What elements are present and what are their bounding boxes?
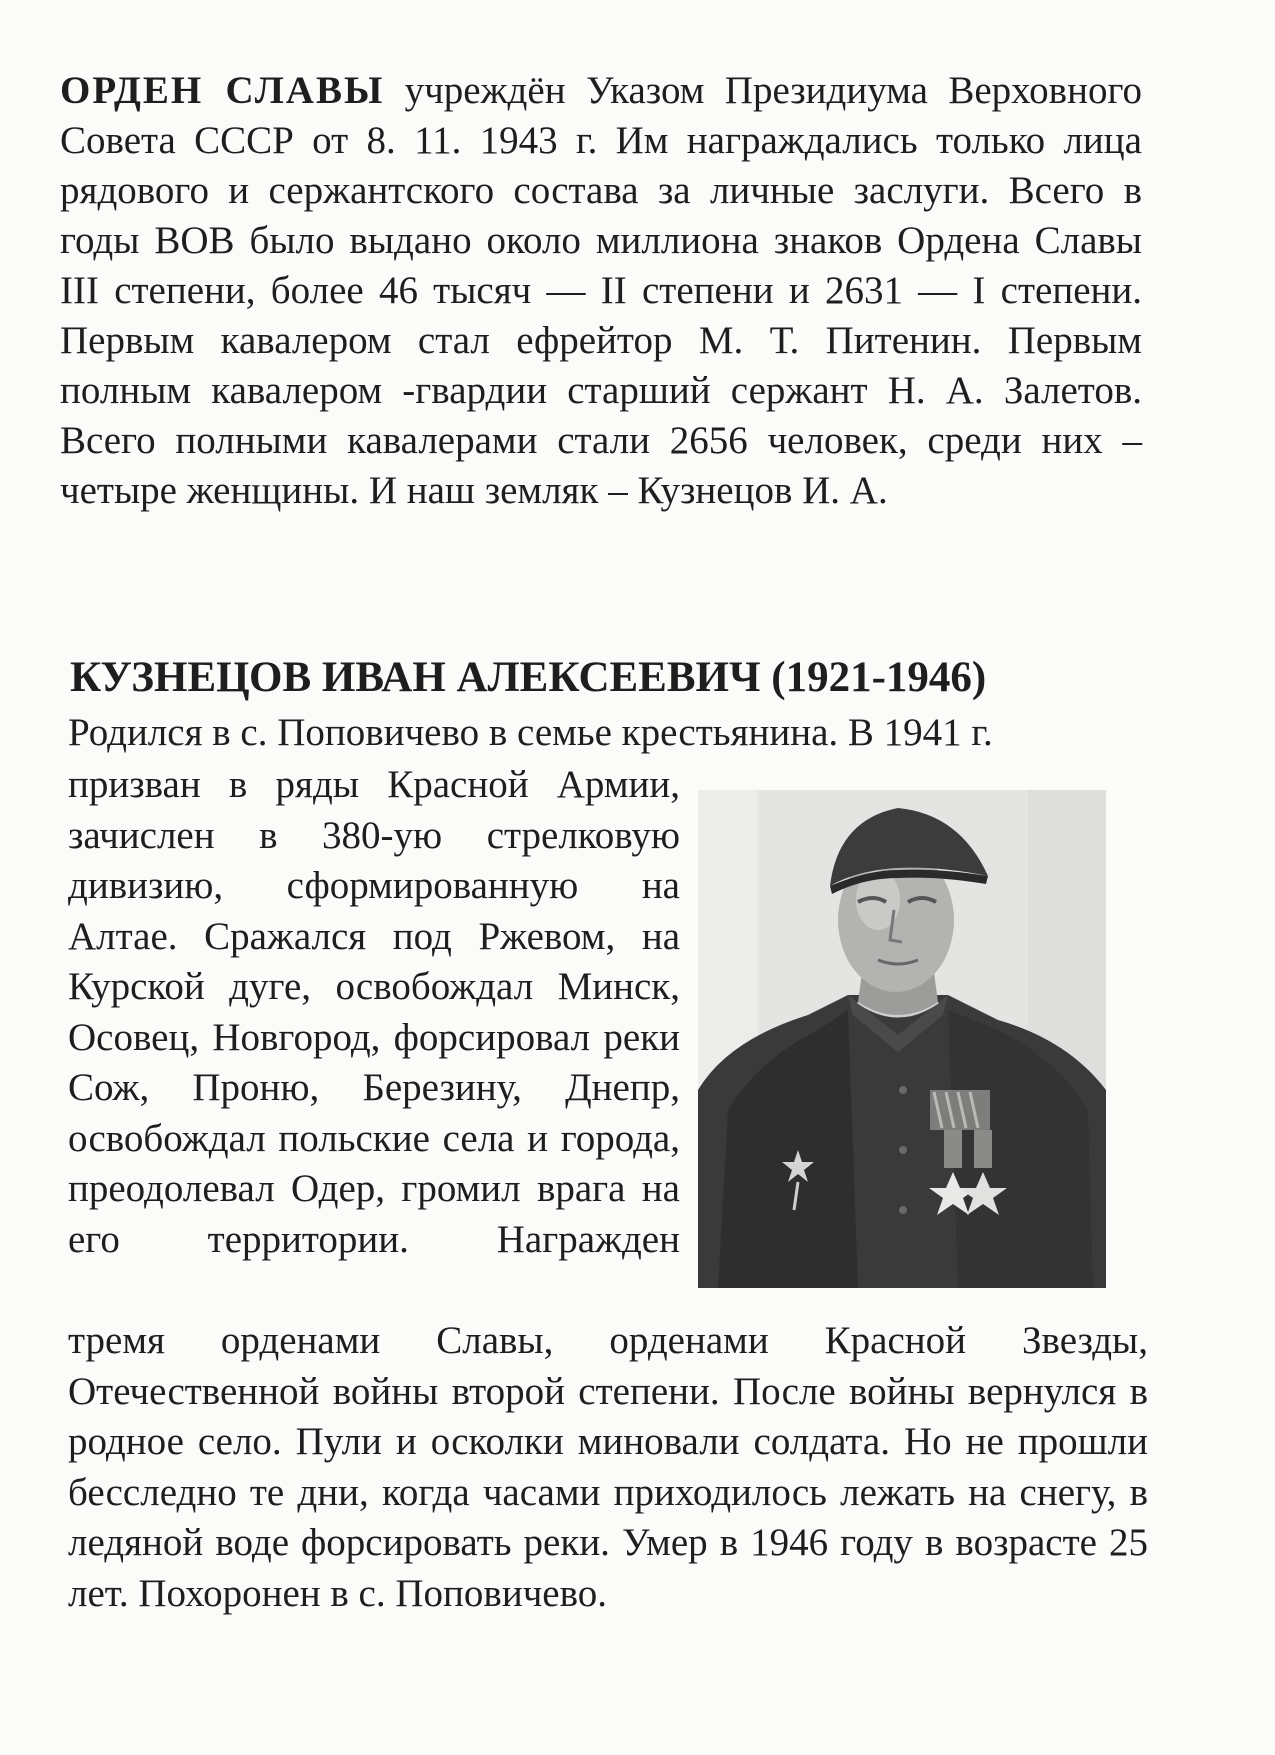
order-title: ОРДЕН СЛАВЫ [60, 69, 385, 112]
order-paragraph [60, 66, 1142, 516]
biography-first-line: Родился в с. Поповичево в семье крестьянина. В 1941 г. [68, 711, 993, 754]
biography-heading: КУЗНЕЦОВ ИВАН АЛЕКСЕЕВИЧ (1921-1946) [70, 654, 987, 701]
soldier-portrait-photo [698, 790, 1106, 1288]
biography-text-after-photo: тремя орденами Славы, орденами Красной Звезды, Отечественной войны второй степени. После войны вернулся в родное село. Пули и осколки миновали солдата. Но не прошли бесследно те дни, когда часами приходилось лежать на снегу, в ледяной воде форсировать реки. Умер в 1946 году в возрасте 25 лет. Похоронен в с. Поповичево. [68, 1319, 1148, 1615]
biography-text-beside-photo: призван в ряды Красной Армии, зачислен в 380-ую стрелковую дивизию, сформированную на Алтае. Сражался под Ржевом, на Курской дуге, освобождал Минск, Осовец, Новгород, форсировал реки Сож, Проню, Березину, Днепр, освобождал польские села и города, преодолевал Одер, громил врага на его территории. Награжден [68, 763, 680, 1261]
order-text: учреждён Указом Президиума Верховного Совета СССР от 8. 11. 1943 г. Им награждались только лица рядового и сержантского состава за личные заслуги. Всего в годы ВОВ было выдано около миллиона знаков Ордена Славы III степени, более 46 тысяч — II степени и 2631 — I степени. Первым кавалером стал ефрейтор М. Т. Питенин. Первым полным кавалером -гвардии старший сержант Н. А. Залетов. Всего полными кавалерами стали 2656 человек, среди них – четыре женщины. И наш земляк – Кузнецов И. А. [60, 69, 1142, 512]
